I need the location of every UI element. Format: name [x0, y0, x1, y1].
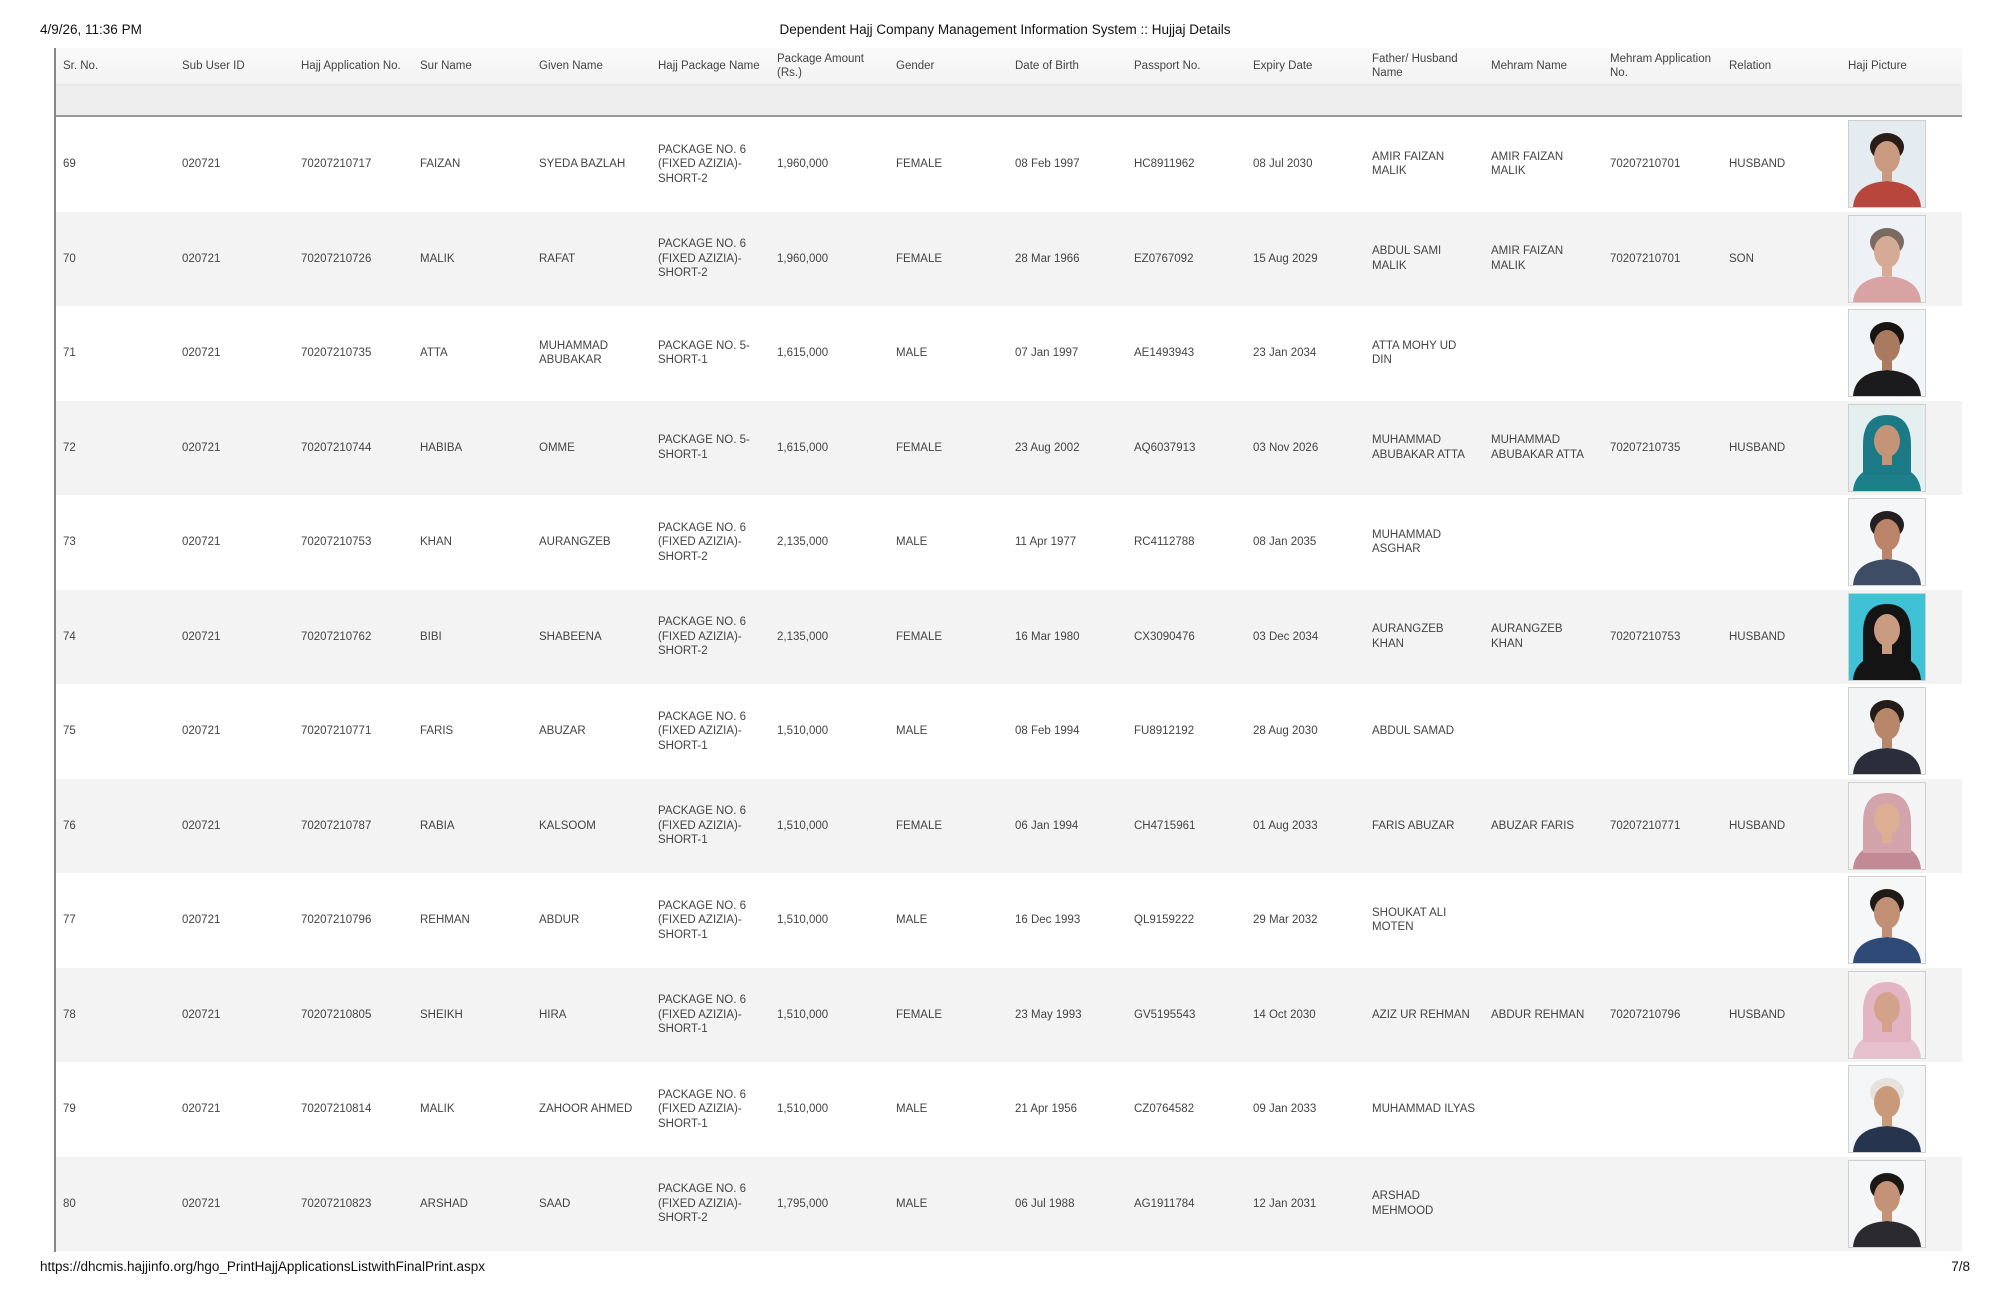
cell-application-no: 70207210744	[301, 441, 372, 454]
cell-surname: ARSHAD	[420, 1197, 468, 1210]
cell-sub-user-id: 020721	[182, 1103, 221, 1115]
cell-haji-picture	[1841, 498, 1952, 586]
col-header-package-name: Hajj Package Name	[658, 59, 760, 72]
cell-surname: REHMAN	[420, 914, 470, 926]
cell-gender: FEMALE	[896, 252, 943, 265]
cell-dob: 16 Mar 1980	[1015, 630, 1080, 643]
cell-sr-no: 71	[63, 347, 76, 359]
cell-surname: MALIK	[420, 252, 455, 265]
cell-given-name: ZAHOOR AHMED	[539, 1103, 633, 1115]
cell-application-no: 70207210726	[301, 252, 372, 265]
cell-surname: BIBI	[420, 630, 442, 643]
cell-application-no: 70207210717	[301, 158, 372, 170]
cell-package-amount: 1,615,000	[777, 347, 829, 359]
cell-gender: MALE	[896, 1103, 928, 1115]
cell-surname: FARIS	[420, 725, 454, 737]
cell-given-name: AURANGZEB	[539, 536, 611, 548]
cell-relation: HUSBAND	[1729, 441, 1786, 454]
cell-sr-no: 75	[63, 725, 76, 737]
table-row	[56, 873, 1962, 968]
cell-application-no: 70207210823	[301, 1197, 372, 1210]
cell-surname: FAIZAN	[420, 158, 461, 170]
cell-expiry-date: 12 Jan 2031	[1253, 1197, 1317, 1210]
haji-photo	[1848, 498, 1926, 586]
cell-package-amount: 1,510,000	[777, 1008, 829, 1021]
cell-surname: RABIA	[420, 819, 455, 832]
cell-father-husband: AZIZ UR REHMAN	[1372, 1008, 1470, 1021]
cell-sub-user-id: 020721	[182, 725, 221, 737]
cell-dob: 06 Jul 1988	[1015, 1197, 1075, 1210]
cell-application-no: 70207210735	[301, 347, 372, 359]
col-header-package-amount: Package Amount (Rs.)	[777, 52, 864, 79]
haji-photo	[1848, 215, 1926, 303]
haji-photo	[1848, 1065, 1926, 1153]
cell-passport-no: AE1493943	[1134, 347, 1195, 359]
cell-haji-picture	[1841, 1160, 1952, 1248]
cell-passport-no: CZ0764582	[1134, 1103, 1195, 1115]
cell-haji-picture	[1841, 1065, 1952, 1153]
cell-given-name: OMME	[539, 441, 575, 454]
cell-mehram-app-no: 70207210771	[1610, 819, 1681, 832]
cell-haji-picture	[1841, 971, 1952, 1059]
cell-package-name: PACKAGE NO. 6 (FIXED AZIZIA)-SHORT-1	[658, 899, 746, 941]
haji-photo	[1848, 876, 1926, 964]
cell-mehram-name: AURANGZEB KHAN	[1491, 623, 1563, 650]
cell-given-name: SAAD	[539, 1197, 571, 1210]
cell-expiry-date: 01 Aug 2033	[1253, 819, 1318, 832]
cell-sr-no: 78	[63, 1008, 76, 1021]
haji-photo	[1848, 309, 1926, 397]
cell-package-amount: 1,795,000	[777, 1197, 829, 1210]
cell-application-no: 70207210771	[301, 725, 372, 737]
cell-sub-user-id: 020721	[182, 1197, 221, 1210]
cell-package-amount: 1,615,000	[777, 441, 829, 454]
cell-mehram-name: MUHAMMAD ABUBAKAR ATTA	[1491, 434, 1584, 461]
table-body	[56, 117, 1962, 1251]
cell-application-no: 70207210753	[301, 536, 372, 548]
cell-haji-picture	[1841, 404, 1952, 492]
cell-expiry-date: 29 Mar 2032	[1253, 914, 1318, 926]
cell-package-amount: 1,510,000	[777, 819, 829, 832]
cell-sub-user-id: 020721	[182, 441, 221, 454]
cell-sub-user-id: 020721	[182, 252, 221, 265]
cell-passport-no: FU8912192	[1134, 725, 1195, 737]
cell-father-husband: ATTA MOHY UD DIN	[1372, 339, 1457, 367]
cell-dob: 11 Apr 1977	[1015, 536, 1077, 548]
cell-sr-no: 73	[63, 536, 76, 548]
table-header	[56, 48, 1962, 85]
cell-package-amount: 1,960,000	[777, 158, 829, 170]
col-header-application-no: Hajj Application No.	[301, 59, 401, 72]
cell-relation: HUSBAND	[1729, 1008, 1786, 1021]
cell-sub-user-id: 020721	[182, 158, 221, 170]
cell-relation: HUSBAND	[1729, 819, 1786, 832]
table-row	[56, 779, 1962, 874]
cell-sr-no: 80	[63, 1197, 76, 1210]
cell-package-name: PACKAGE NO. 6 (FIXED AZIZIA)-SHORT-1	[658, 994, 746, 1035]
col-header-haji-picture: Haji Picture	[1848, 59, 1907, 72]
cell-package-name: PACKAGE NO. 6 (FIXED AZIZIA)-SHORT-2	[658, 616, 746, 657]
print-header	[40, 22, 1970, 42]
cell-application-no: 70207210796	[301, 914, 372, 926]
cell-dob: 16 Dec 1993	[1015, 914, 1081, 926]
cell-sr-no: 70	[63, 252, 76, 265]
cell-gender: FEMALE	[896, 630, 943, 643]
page-number: 7/8	[1951, 1259, 1970, 1274]
cell-package-name: PACKAGE NO. 6 (FIXED AZIZIA)-SHORT-1	[658, 710, 746, 752]
cell-sr-no: 77	[63, 914, 76, 926]
cell-passport-no: QL9159222	[1134, 914, 1195, 926]
cell-package-name: PACKAGE NO. 6 (FIXED AZIZIA)-SHORT-2	[658, 521, 746, 563]
cell-application-no: 70207210805	[301, 1008, 372, 1021]
cell-haji-picture	[1841, 876, 1952, 964]
col-header-relation: Relation	[1729, 59, 1772, 72]
cell-mehram-app-no: 70207210701	[1610, 252, 1681, 265]
cell-passport-no: RC4112788	[1134, 536, 1195, 548]
cell-dob: 07 Jan 1997	[1015, 347, 1079, 359]
cell-expiry-date: 08 Jan 2035	[1253, 536, 1317, 548]
table-row	[56, 590, 1962, 685]
cell-gender: MALE	[896, 725, 928, 737]
cell-haji-picture	[1841, 687, 1952, 775]
table-row	[56, 968, 1962, 1063]
cell-given-name: ABDUR	[539, 914, 580, 926]
cell-sr-no: 69	[63, 158, 76, 170]
cell-package-amount: 1,960,000	[777, 252, 829, 265]
print-url: https://dhcmis.hajjinfo.org/hgo_PrintHajjApplicationsListwithFinalPrint.aspx	[40, 1259, 485, 1274]
cell-gender: MALE	[896, 536, 928, 548]
cell-sub-user-id: 020721	[182, 1008, 221, 1021]
cell-application-no: 70207210762	[301, 630, 372, 643]
cell-mehram-app-no: 70207210701	[1610, 158, 1681, 170]
cell-surname: MALIK	[420, 1103, 455, 1115]
col-header-mehram-name: Mehram Name	[1491, 59, 1568, 72]
cell-mehram-name: ABUZAR FARIS	[1491, 819, 1575, 832]
cell-gender: FEMALE	[896, 158, 943, 170]
cell-gender: MALE	[896, 1197, 928, 1210]
cell-dob: 21 Apr 1956	[1015, 1103, 1078, 1115]
cell-sub-user-id: 020721	[182, 536, 221, 548]
table-row	[56, 684, 1962, 779]
cell-passport-no: EZ0767092	[1134, 252, 1194, 265]
cell-father-husband: ABDUL SAMI MALIK	[1372, 245, 1442, 272]
cell-father-husband: FARIS ABUZAR	[1372, 819, 1455, 832]
cell-given-name: MUHAMMAD ABUBAKAR	[539, 339, 608, 367]
cell-haji-picture	[1841, 215, 1952, 303]
cell-package-name: PACKAGE NO. 6 (FIXED AZIZIA)-SHORT-1	[658, 805, 746, 846]
cell-surname: KHAN	[420, 536, 452, 548]
cell-sr-no: 72	[63, 441, 76, 454]
cell-given-name: SHABEENA	[539, 630, 602, 643]
table-row	[56, 117, 1962, 212]
cell-application-no: 70207210814	[301, 1103, 372, 1115]
col-header-mehram-app-no: Mehram Application No.	[1610, 52, 1711, 79]
col-header-sr-no: Sr. No.	[63, 59, 99, 72]
cell-given-name: RAFAT	[539, 252, 576, 265]
cell-expiry-date: 09 Jan 2033	[1253, 1103, 1317, 1115]
cell-package-name: PACKAGE NO. 6 (FIXED AZIZIA)-SHORT-2	[658, 143, 746, 185]
haji-photo	[1848, 1160, 1926, 1248]
cell-father-husband: MUHAMMAD ABUBAKAR ATTA	[1372, 434, 1465, 461]
cell-passport-no: AG1911784	[1134, 1197, 1195, 1210]
print-datetime: 4/9/26, 11:36 PM	[40, 22, 142, 37]
cell-given-name: KALSOOM	[539, 819, 596, 832]
hujjaj-table	[54, 48, 1962, 1252]
cell-package-amount: 1,510,000	[777, 914, 829, 926]
haji-photo	[1848, 687, 1926, 775]
cell-surname: SHEIKH	[420, 1008, 463, 1021]
cell-expiry-date: 14 Oct 2030	[1253, 1008, 1316, 1021]
cell-passport-no: CX3090476	[1134, 630, 1195, 643]
cell-sr-no: 79	[63, 1103, 76, 1115]
cell-expiry-date: 03 Nov 2026	[1253, 441, 1319, 454]
cell-package-name: PACKAGE NO. 6 (FIXED AZIZIA)-SHORT-1	[658, 1088, 746, 1130]
haji-photo	[1848, 120, 1926, 208]
cell-expiry-date: 03 Dec 2034	[1253, 630, 1319, 643]
haji-photo	[1848, 782, 1926, 870]
cell-package-amount: 1,510,000	[777, 725, 829, 737]
col-header-dob: Date of Birth	[1015, 59, 1079, 72]
cell-sr-no: 74	[63, 630, 76, 643]
cell-package-name: PACKAGE NO. 5-SHORT-1	[658, 339, 750, 367]
cell-father-husband: AURANGZEB KHAN	[1372, 623, 1444, 650]
table-row	[56, 306, 1962, 401]
cell-father-husband: ABDUL SAMAD	[1372, 725, 1455, 737]
cell-passport-no: AQ6037913	[1134, 441, 1196, 454]
table-row	[56, 1157, 1962, 1252]
cell-expiry-date: 08 Jul 2030	[1253, 158, 1313, 170]
cell-package-amount: 2,135,000	[777, 630, 829, 643]
cell-haji-picture	[1841, 593, 1952, 681]
haji-photo	[1848, 971, 1926, 1059]
cell-gender: FEMALE	[896, 441, 943, 454]
col-header-given-name: Given Name	[539, 59, 603, 72]
haji-photo	[1848, 593, 1926, 681]
cell-father-husband: ARSHAD MEHMOOD	[1372, 1190, 1434, 1217]
table-row	[56, 212, 1962, 307]
cell-father-husband: MUHAMMAD ASGHAR	[1372, 528, 1441, 556]
print-footer	[40, 1259, 1970, 1279]
cell-expiry-date: 23 Jan 2034	[1253, 347, 1317, 359]
cell-package-name: PACKAGE NO. 5-SHORT-1	[658, 434, 750, 461]
cell-relation: HUSBAND	[1729, 630, 1786, 643]
col-header-surname: Sur Name	[420, 59, 472, 72]
cell-given-name: SYEDA BAZLAH	[539, 158, 626, 170]
cell-dob: 23 May 1993	[1015, 1008, 1082, 1021]
cell-sr-no: 76	[63, 819, 76, 832]
col-header-father-husband: Father/ Husband Name	[1372, 52, 1458, 79]
col-header-gender: Gender	[896, 59, 935, 72]
col-header-expiry-date: Expiry Date	[1253, 59, 1313, 72]
cell-surname: ATTA	[420, 347, 448, 359]
col-header-passport-no: Passport No.	[1134, 59, 1201, 72]
table-row	[56, 495, 1962, 590]
cell-mehram-app-no: 70207210753	[1610, 630, 1681, 643]
cell-package-amount: 2,135,000	[777, 536, 829, 548]
cell-mehram-app-no: 70207210735	[1610, 441, 1681, 454]
cell-sub-user-id: 020721	[182, 819, 221, 832]
cell-dob: 28 Mar 1966	[1015, 252, 1080, 265]
cell-package-name: PACKAGE NO. 6 (FIXED AZIZIA)-SHORT-2	[658, 238, 746, 279]
cell-dob: 23 Aug 2002	[1015, 441, 1080, 454]
col-header-sub-user-id: Sub User ID	[182, 59, 245, 72]
cell-package-amount: 1,510,000	[777, 1103, 829, 1115]
cell-expiry-date: 28 Aug 2030	[1253, 725, 1318, 737]
cell-application-no: 70207210787	[301, 819, 372, 832]
cell-gender: MALE	[896, 914, 928, 926]
page-title: Dependent Hajj Company Management Information System :: Hujjaj Details	[779, 22, 1231, 37]
cell-sub-user-id: 020721	[182, 347, 221, 359]
cell-relation: SON	[1729, 252, 1754, 265]
cell-haji-picture	[1841, 120, 1952, 208]
cell-passport-no: HC8911962	[1134, 158, 1195, 170]
cell-package-name: PACKAGE NO. 6 (FIXED AZIZIA)-SHORT-2	[658, 1183, 746, 1224]
cell-gender: FEMALE	[896, 819, 943, 832]
cell-dob: 08 Feb 1994	[1015, 725, 1080, 737]
cell-mehram-name: AMIR FAIZAN MALIK	[1491, 245, 1564, 272]
cell-sub-user-id: 020721	[182, 914, 221, 926]
cell-surname: HABIBA	[420, 441, 463, 454]
cell-gender: FEMALE	[896, 1008, 943, 1021]
cell-haji-picture	[1841, 782, 1952, 870]
cell-father-husband: AMIR FAIZAN MALIK	[1372, 150, 1445, 178]
cell-father-husband: SHOUKAT ALI MOTEN	[1372, 906, 1447, 934]
cell-father-husband: MUHAMMAD ILYAS	[1372, 1103, 1476, 1115]
table-row	[56, 401, 1962, 496]
cell-mehram-name: ABDUR REHMAN	[1491, 1008, 1585, 1021]
table-row	[56, 1062, 1962, 1157]
cell-expiry-date: 15 Aug 2029	[1253, 252, 1318, 265]
haji-photo	[1848, 404, 1926, 492]
cell-passport-no: GV5195543	[1134, 1008, 1196, 1021]
cell-haji-picture	[1841, 309, 1952, 397]
cell-passport-no: CH4715961	[1134, 819, 1196, 832]
cell-mehram-name: AMIR FAIZAN MALIK	[1491, 150, 1564, 178]
cell-given-name: HIRA	[539, 1008, 567, 1021]
cell-relation: HUSBAND	[1729, 158, 1786, 170]
cell-dob: 06 Jan 1994	[1015, 819, 1079, 832]
table-filter-row	[56, 85, 1962, 117]
cell-dob: 08 Feb 1997	[1015, 158, 1080, 170]
cell-gender: MALE	[896, 347, 928, 359]
cell-mehram-app-no: 70207210796	[1610, 1008, 1681, 1021]
cell-sub-user-id: 020721	[182, 630, 221, 643]
cell-given-name: ABUZAR	[539, 725, 586, 737]
